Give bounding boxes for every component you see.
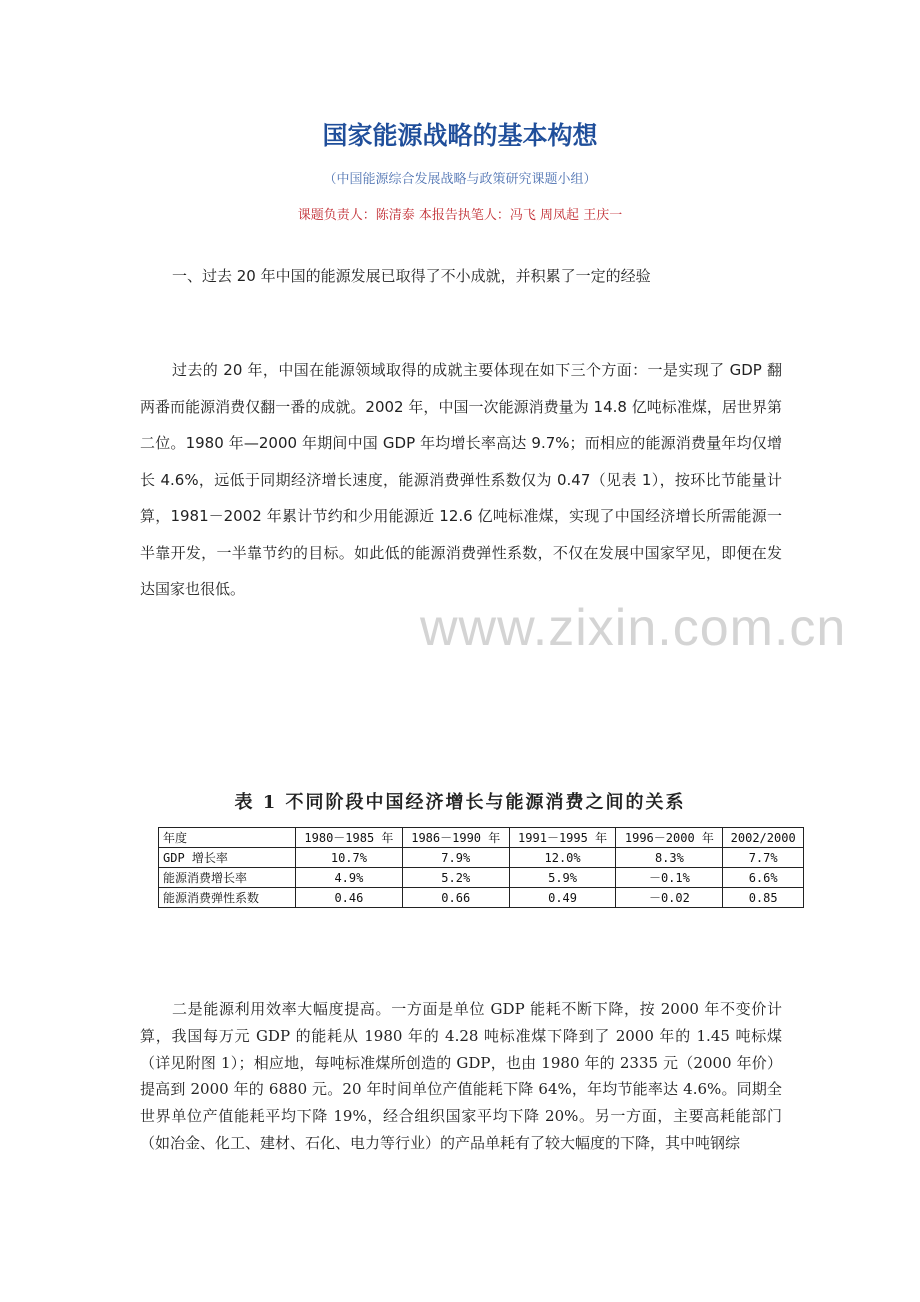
author-line: 课题负责人：陈清泰 本报告执笔人：冯飞 周凤起 王庆一 [297, 208, 623, 223]
table-cell: 10.7% [296, 848, 403, 868]
body-paragraph-2: 二是能源利用效率大幅度提高。一方面是单位 GDP 能耗不断下降，按 2000 年不变价计算，我国每万元 GDP 的能耗从 1980 年的 4.28 吨标准煤下降到了 2000 年的 1.45 吨标煤（详见附图 1）；相应地，每吨标准煤所创造的 GDP，也由 1980 年的 2335 元（2000 年价）提高到 2000 年的 6880 元。20 年时间单位产值能耗下降 64%，年均节能率达 4.6%。同期全世界单位产值能耗平均下降 19%，经合组织国家平均下降 20%。另一方面，主要高耗能部门（如冶金、化工、建材、石化、电力等行业）的产品单耗有了较大幅度的下降，其中吨钢综 [140, 1000, 782, 1152]
table-cell: 7.9% [402, 848, 509, 868]
table-row [159, 848, 804, 868]
table-header-row [159, 828, 804, 848]
table-header-cell: 1991－1995 年 [509, 828, 616, 848]
table-title: 表 1 不同阶段中国经济增长与能源消费之间的关系 [234, 792, 686, 813]
table-cell: 12.0% [509, 848, 616, 868]
table-header-cell: 1980－1985 年 [296, 828, 403, 848]
table-cell: 6.6% [723, 868, 804, 888]
table-cell: －0.1% [616, 868, 723, 888]
table-header-cell: 2002/2000 [723, 828, 804, 848]
table-cell: 0.49 [509, 888, 616, 908]
table-cell: 7.7% [723, 848, 804, 868]
watermark: www.zixin.com.cn [420, 599, 847, 657]
table-cell: 4.9% [296, 868, 403, 888]
table-cell: GDP 增长率 [159, 848, 296, 868]
table-cell: 0.85 [723, 888, 804, 908]
energy-growth-table [158, 827, 804, 908]
table-cell: 能源消费增长率 [159, 868, 296, 888]
document-subtitle: （中国能源综合发展战略与政策研究课题小组） [323, 172, 597, 187]
table-cell: －0.02 [616, 888, 723, 908]
section-heading: 一、过去 20 年中国的能源发展已取得了不小成就，并积累了一定的经验 [172, 267, 651, 285]
document-title: 国家能源战略的基本构想 [322, 121, 598, 150]
table-row [159, 868, 804, 888]
table-header-cell: 1996－2000 年 [616, 828, 723, 848]
body-paragraph-1: 过去的 20 年，中国在能源领域取得的成就主要体现在如下三个方面：一是实现了 GDP 翻两番而能源消费仅翻一番的成就。2002 年，中国一次能源消费量为 14.8 亿吨标准煤，居世界第二位。1980 年—2000 年期间中国 GDP 年均增长率高达 9.7%；而相应的能源消费量年均仅增长 4.6%，远低于同期经济增长速度，能源消费弹性系数仅为 0.47（见表 1），按环比节能量计算，1981－2002 年累计节约和少用能源近 12.6 亿吨标准煤，实现了中国经济增长所需能源一半靠开发，一半靠节约的目标。如此低的能源消费弹性系数，不仅在发展中国家罕见，即便在发达国家也很低。 [140, 361, 782, 598]
table-header-cell: 1986－1990 年 [402, 828, 509, 848]
table-cell: 5.2% [402, 868, 509, 888]
table-header-cell: 年度 [159, 828, 296, 848]
table-cell: 8.3% [616, 848, 723, 868]
table-cell: 5.9% [509, 868, 616, 888]
table-cell: 0.46 [296, 888, 403, 908]
table-row [159, 888, 804, 908]
table-cell: 能源消费弹性系数 [159, 888, 296, 908]
table-cell: 0.66 [402, 888, 509, 908]
